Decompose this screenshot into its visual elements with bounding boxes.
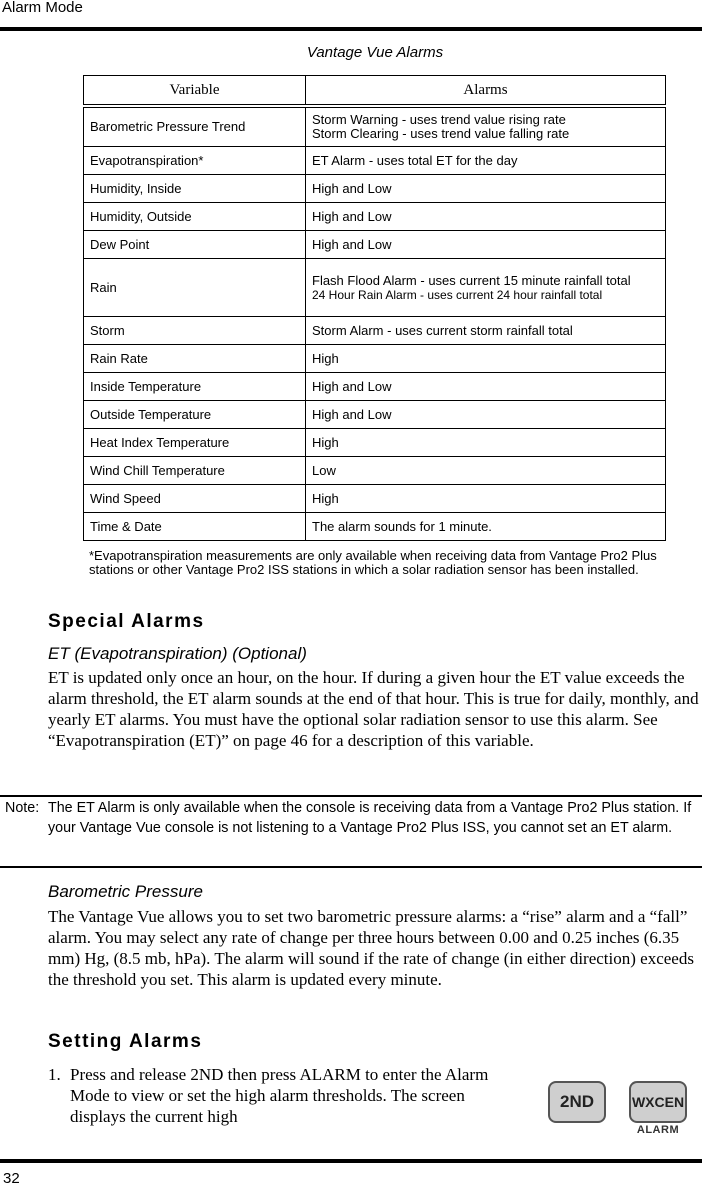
alarms-cell: ET Alarm - uses total ET for the day [306,147,666,175]
note-rule-bottom [0,866,702,868]
alarms-cell: High and Low [306,231,666,259]
2nd-key-icon: 2ND [548,1081,606,1123]
alarms-cell: High and Low [306,203,666,231]
et-subheading: ET (Evapotranspiration) (Optional) [48,644,307,663]
note-label: Note: [5,800,40,816]
table-row [84,231,666,259]
variable-cell: Heat Index Temperature [84,429,306,457]
table-row [84,401,666,429]
alarms-cell: High and Low [306,373,666,401]
header-rule [0,27,702,31]
variable-cell: Rain Rate [84,345,306,373]
alarms-cell [306,259,666,317]
note-text: The ET Alarm is only available when the console is receiving data from a Vantage Pro2 Plus station. If your Vantage Vue console is not listening to a Vantage Pro2 Plus ISS, you cannot set an ET alarm. [48,800,692,836]
alarms-cell: High [306,345,666,373]
running-header: Alarm Mode [2,0,83,16]
table-footnote: *Evapotranspiration measurements are only available when receiving data from Vantage Pro2 Plus stations or other Vantage Pro2 ISS stations in which a solar radiation sensor has been installed. [89,548,657,577]
variable-cell: Storm [84,317,306,345]
page-number: 32 [3,1170,20,1187]
table-row [84,485,666,513]
table-row [84,373,666,401]
variable-cell: Wind Speed [84,485,306,513]
variable-cell: Barometric Pressure Trend [84,108,306,147]
table-row [84,317,666,345]
variable-cell: Humidity, Inside [84,175,306,203]
table-row [84,175,666,203]
table-row [84,203,666,231]
step-text: Press and release 2ND then press ALARM to enter the Alarm Mode to view or set the high alarm thresholds. The screen displays the current high [70,1065,489,1126]
alarms-cell: Storm Alarm - uses current storm rainfall total [306,317,666,345]
alarms-cell: Low [306,457,666,485]
alarm-line: Flash Flood Alarm - uses current 15 minute rainfall total [312,272,631,288]
setting-alarms-heading: Setting Alarms [48,1031,203,1052]
table-row [84,108,666,147]
alarm-key-label: ALARM [636,1124,680,1136]
barometric-subheading: Barometric Pressure [48,882,203,901]
alarms-cell: High [306,429,666,457]
alarms-cell: High [306,485,666,513]
footer-rule [0,1159,702,1163]
column-header-alarms: Alarms [306,76,666,105]
table-caption: Vantage Vue Alarms [306,44,444,61]
table-row [84,513,666,541]
alarms-table [83,75,666,541]
variable-cell: Humidity, Outside [84,203,306,231]
step-number: 1. [48,1065,61,1084]
special-alarms-heading: Special Alarms [48,611,205,632]
alarms-cell: The alarm sounds for 1 minute. [306,513,666,541]
note-rule-top [0,795,702,797]
table-row [84,345,666,373]
barometric-paragraph: The Vantage Vue allows you to set two barometric pressure alarms: a “rise” alarm and a “fall” alarm. You may select any rate of change per three hours between 0.00 and 0.25 inches (6.35 mm) Hg, (8.5 mb, hPa). The alarm will sound if the rate of change (in either direction) exceeds the threshold you set. This alarm is updated every minute. [48,907,694,989]
table-row [84,147,666,175]
variable-cell: Time & Date [84,513,306,541]
variable-cell: Outside Temperature [84,401,306,429]
variable-cell: Inside Temperature [84,373,306,401]
variable-cell: Wind Chill Temperature [84,457,306,485]
alarms-cell [306,108,666,147]
table-row [84,429,666,457]
alarm-line: 24 Hour Rain Alarm - uses current 24 hour rainfall total [312,287,603,302]
alarms-cell: High and Low [306,401,666,429]
alarm-line: Storm Clearing - uses trend value falling rate [312,126,570,141]
variable-cell: Evapotranspiration* [84,147,306,175]
column-header-variable: Variable [84,76,306,105]
alarms-cell: High and Low [306,175,666,203]
table-row [84,259,666,317]
wxcen-key-icon: WXCEN [629,1081,687,1123]
table-row [84,457,666,485]
variable-cell: Rain [84,259,306,317]
alarm-line: Storm Warning - uses trend value rising rate [312,112,566,127]
et-paragraph: ET is updated only once an hour, on the hour. If during a given hour the ET value exceeds the alarm threshold, the ET alarm sounds at the end of that hour. This is true for daily, monthly, and yearly ET alarms. You must have the optional solar radiation sensor to use this alarm. See “Evapotranspiration (ET)” on page 46 for a description of this variable. [48,668,699,750]
variable-cell: Dew Point [84,231,306,259]
